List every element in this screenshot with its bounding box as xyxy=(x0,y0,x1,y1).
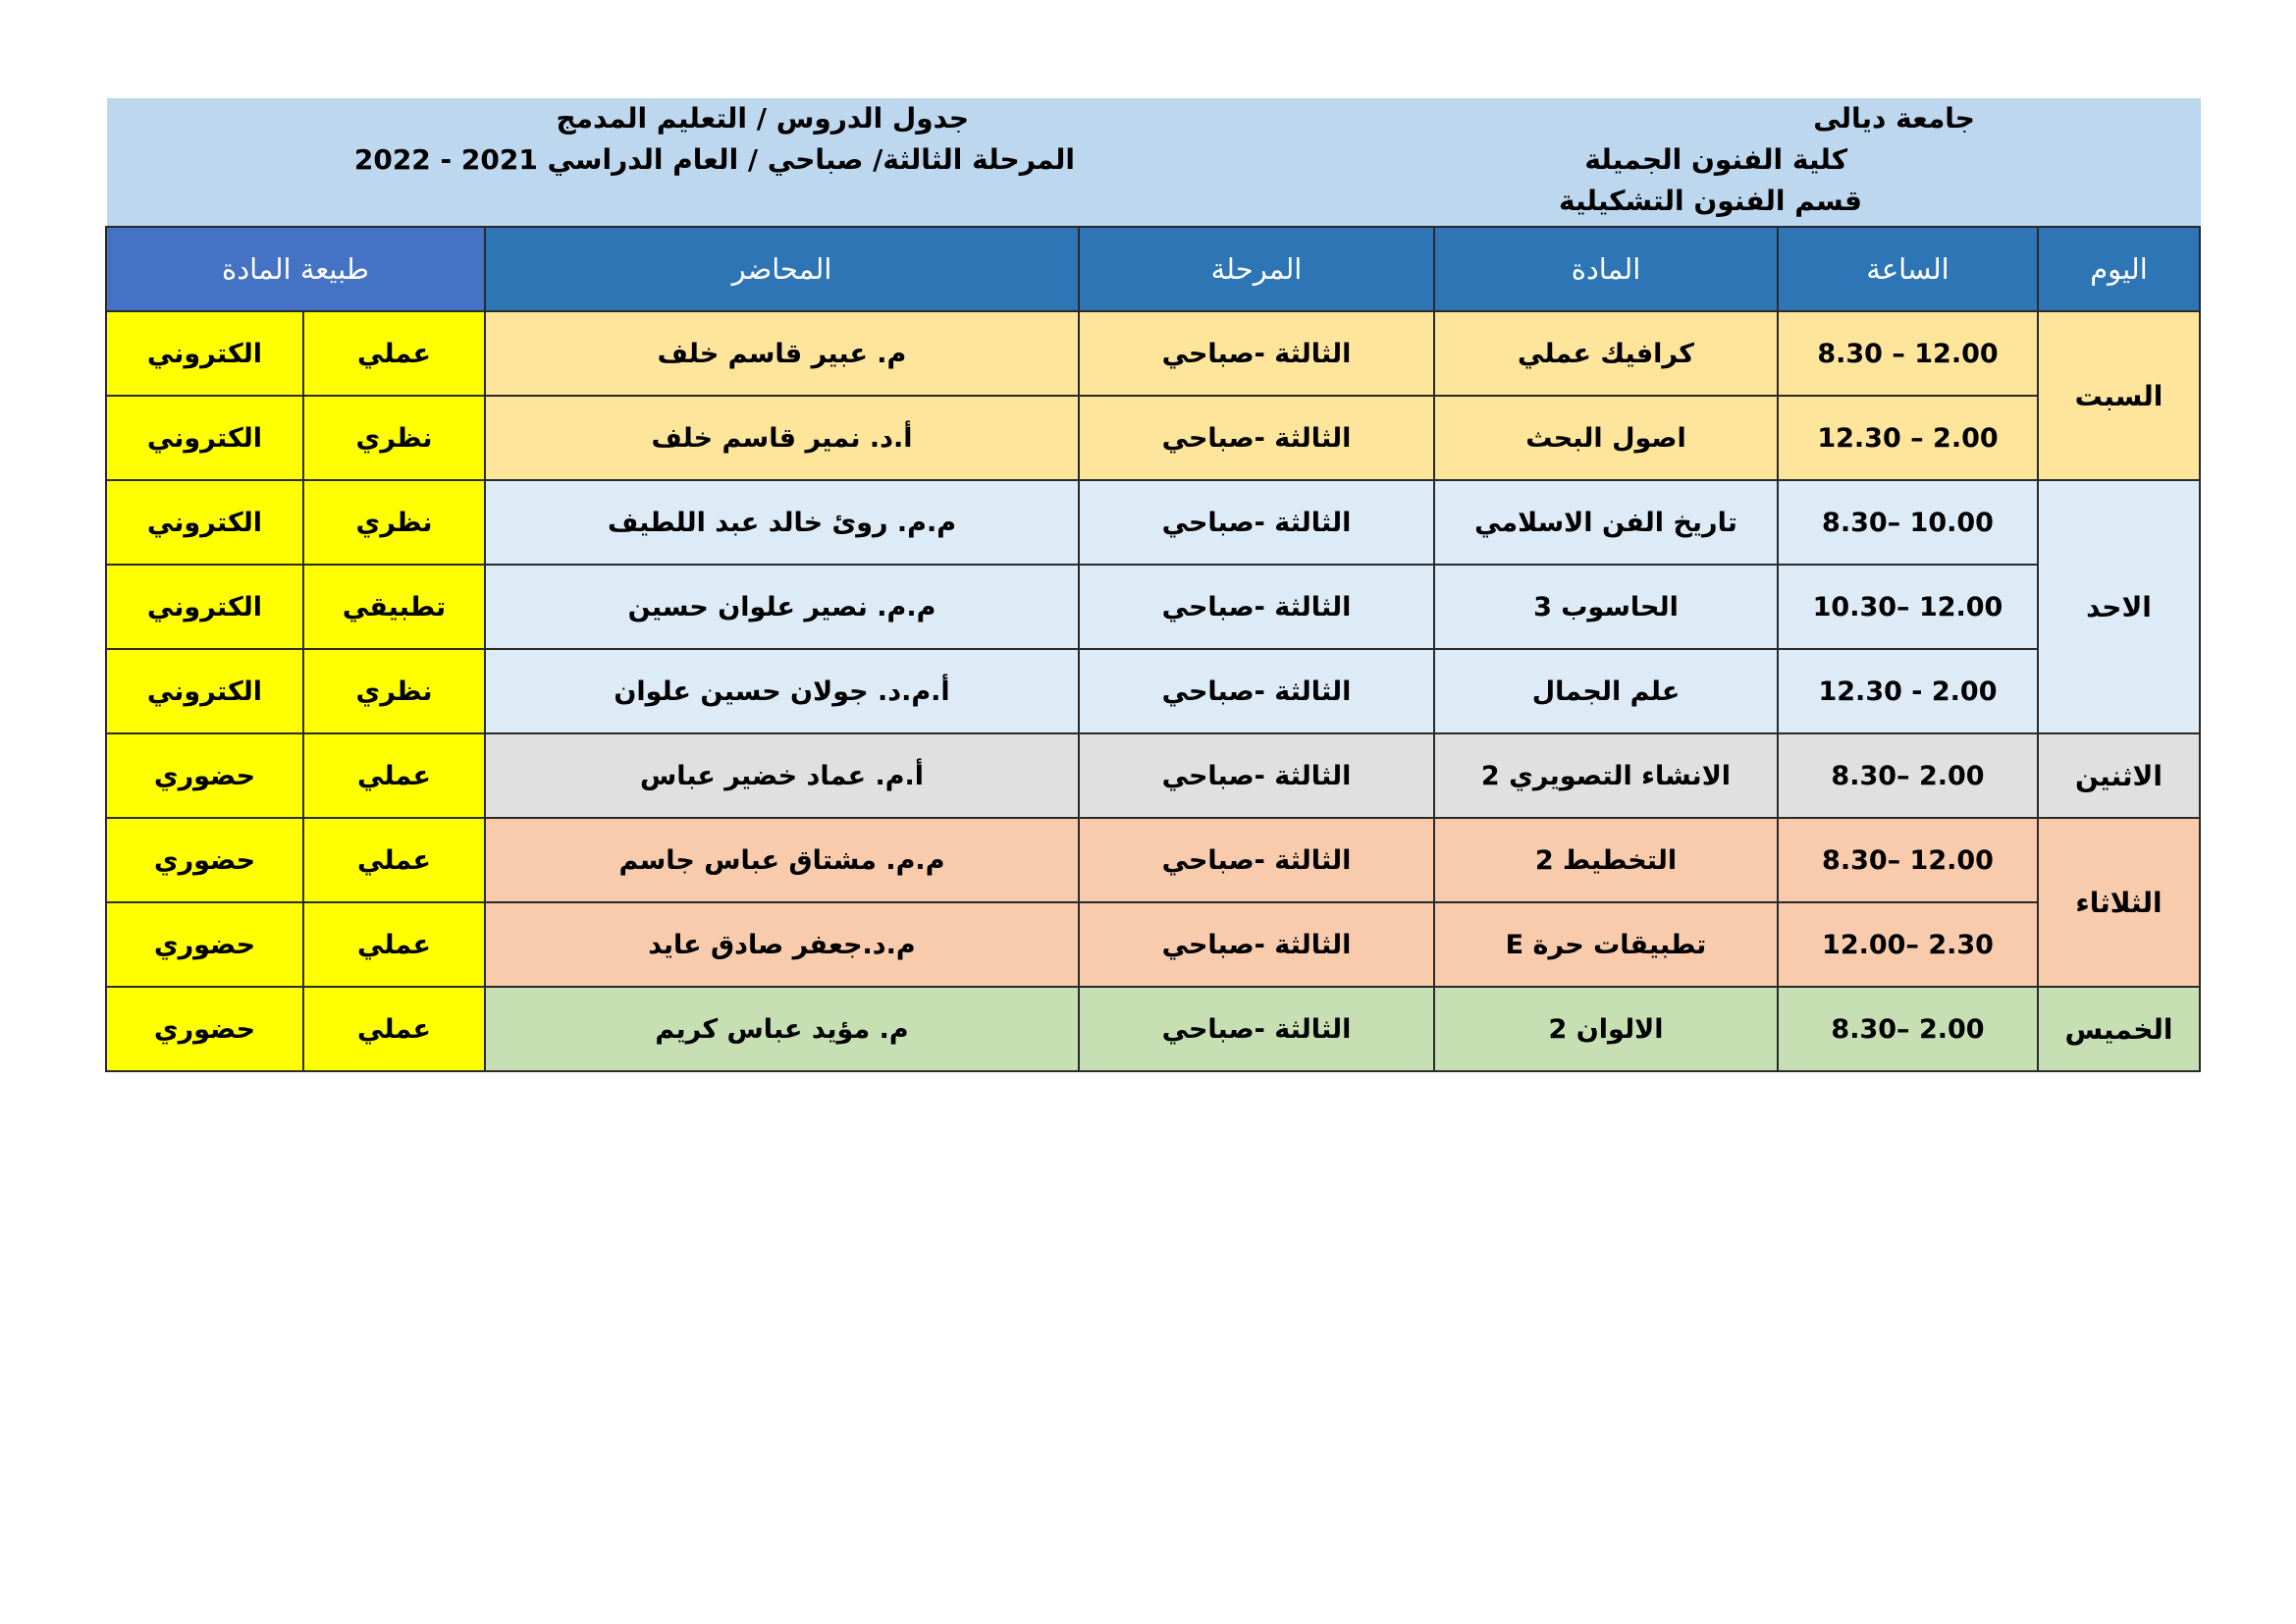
type-cell: عملي xyxy=(303,902,485,987)
stage-cell: الثالثة -صباحي xyxy=(1079,311,1434,396)
subject-cell: الالوان 2 xyxy=(1434,987,1778,1071)
type-cell: نظري xyxy=(303,649,485,733)
table-row xyxy=(106,396,2200,480)
stage-cell: الثالثة -صباحي xyxy=(1079,818,1434,902)
time-value: 10.30– 12.00 xyxy=(1812,591,2003,623)
time-cell xyxy=(1778,649,2038,733)
day-cell-saturday: السبت xyxy=(2038,311,2200,480)
table-row xyxy=(106,565,2200,649)
table-row xyxy=(106,311,2200,396)
time-cell xyxy=(1778,818,2038,902)
time-cell xyxy=(1778,396,2038,480)
time-cell xyxy=(1778,987,2038,1071)
subject-cell: اصول البحث xyxy=(1434,396,1778,480)
lecturer-cell: أ.م.د. جولان حسين علوان xyxy=(485,649,1079,733)
col-header-day: اليوم xyxy=(2038,227,2200,311)
schedule-header xyxy=(107,98,2201,226)
day-cell-sunday: الاحد xyxy=(2038,480,2200,733)
table-row xyxy=(106,987,2200,1071)
mode-cell: حضوري xyxy=(106,987,303,1071)
mode-cell: حضوري xyxy=(106,818,303,902)
type-cell: عملي xyxy=(303,818,485,902)
mode-cell: حضوري xyxy=(106,733,303,818)
subject-cell: الحاسوب 3 xyxy=(1434,565,1778,649)
table-row xyxy=(106,733,2200,818)
subject-cell: كرافيك عملي xyxy=(1434,311,1778,396)
col-header-lecturer: المحاضر xyxy=(485,227,1079,311)
day-cell-thursday: الخميس xyxy=(2038,987,2200,1071)
mode-cell: الكتروني xyxy=(106,311,303,396)
schedule-sheet xyxy=(107,98,2201,1072)
lecturer-cell: م.م. روئ خالد عبد اللطيف xyxy=(485,480,1079,565)
time-value: 8.30 – 12.00 xyxy=(1817,338,1999,369)
subject-cell: التخطيط 2 xyxy=(1434,818,1778,902)
time-cell xyxy=(1778,311,2038,396)
university-name: جامعة ديالى xyxy=(1813,102,1975,135)
subject-cell: علم الجمال xyxy=(1434,649,1778,733)
type-cell: عملي xyxy=(303,733,485,818)
stage-cell: الثالثة -صباحي xyxy=(1079,733,1434,818)
type-cell: عملي xyxy=(303,987,485,1071)
type-cell: نظري xyxy=(303,480,485,565)
subject-cell: تطبيقات حرة E xyxy=(1434,902,1778,987)
department-name: قسم الفنون التشكيلية xyxy=(1558,185,1862,217)
type-cell: تطبيقي xyxy=(303,565,485,649)
lecturer-cell: أ.م. عماد خضير عباس xyxy=(485,733,1079,818)
time-value: 8.30– 10.00 xyxy=(1822,507,1994,538)
col-header-kind: طبيعة المادة xyxy=(106,227,485,311)
lecturer-cell: م.م. نصير علوان حسين xyxy=(485,565,1079,649)
col-header-subject: المادة xyxy=(1434,227,1778,311)
mode-cell: الكتروني xyxy=(106,396,303,480)
time-cell xyxy=(1778,733,2038,818)
time-value: 8.30– 2.00 xyxy=(1831,760,1985,791)
time-cell xyxy=(1778,565,2038,649)
table-row xyxy=(106,818,2200,902)
column-header-row xyxy=(106,227,2200,311)
time-value: 12.00– 2.30 xyxy=(1822,929,1994,960)
day-cell-monday: الاثنين xyxy=(2038,733,2200,818)
lecturer-cell: أ.د. نمير قاسم خلف xyxy=(485,396,1079,480)
stage-cell: الثالثة -صباحي xyxy=(1079,565,1434,649)
type-cell: نظري xyxy=(303,396,485,480)
stage-cell: الثالثة -صباحي xyxy=(1079,902,1434,987)
mode-cell: الكتروني xyxy=(106,565,303,649)
col-header-time: الساعة xyxy=(1778,227,2038,311)
time-cell xyxy=(1778,902,2038,987)
stage-cell: الثالثة -صباحي xyxy=(1079,987,1434,1071)
schedule-subtitle: المرحلة الثالثة/ صباحي / العام الدراسي 2021 - 2022 xyxy=(353,143,1075,176)
table-row xyxy=(106,902,2200,987)
col-header-stage: المرحلة xyxy=(1079,227,1434,311)
subject-cell: الانشاء التصويري 2 xyxy=(1434,733,1778,818)
schedule-table xyxy=(105,226,2201,1072)
mode-cell: حضوري xyxy=(106,902,303,987)
subject-cell: تاريخ الفن الاسلامي xyxy=(1434,480,1778,565)
type-cell: عملي xyxy=(303,311,485,396)
time-value: 8.30– 2.00 xyxy=(1831,1013,1985,1045)
stage-cell: الثالثة -صباحي xyxy=(1079,649,1434,733)
lecturer-cell: م. مؤيد عباس كريم xyxy=(485,987,1079,1071)
schedule-title: جدول الدروس / التعليم المدمج xyxy=(556,102,969,135)
mode-cell: الكتروني xyxy=(106,480,303,565)
mode-cell: الكتروني xyxy=(106,649,303,733)
time-cell xyxy=(1778,480,2038,565)
lecturer-cell: م.م. مشتاق عباس جاسم xyxy=(485,818,1079,902)
stage-cell: الثالثة -صباحي xyxy=(1079,396,1434,480)
day-cell-tuesday: الثلاثاء xyxy=(2038,818,2200,987)
stage-cell: الثالثة -صباحي xyxy=(1079,480,1434,565)
college-name: كلية الفنون الجميلة xyxy=(1584,143,1847,176)
lecturer-cell: م.د.جعفر صادق عايد xyxy=(485,902,1079,987)
table-row xyxy=(106,480,2200,565)
time-value: 12.30 - 2.00 xyxy=(1818,676,1998,707)
time-value: 8.30– 12.00 xyxy=(1822,844,1994,876)
table-row xyxy=(106,649,2200,733)
lecturer-cell: م. عبير قاسم خلف xyxy=(485,311,1079,396)
time-value: 12.30 – 2.00 xyxy=(1817,422,1999,454)
